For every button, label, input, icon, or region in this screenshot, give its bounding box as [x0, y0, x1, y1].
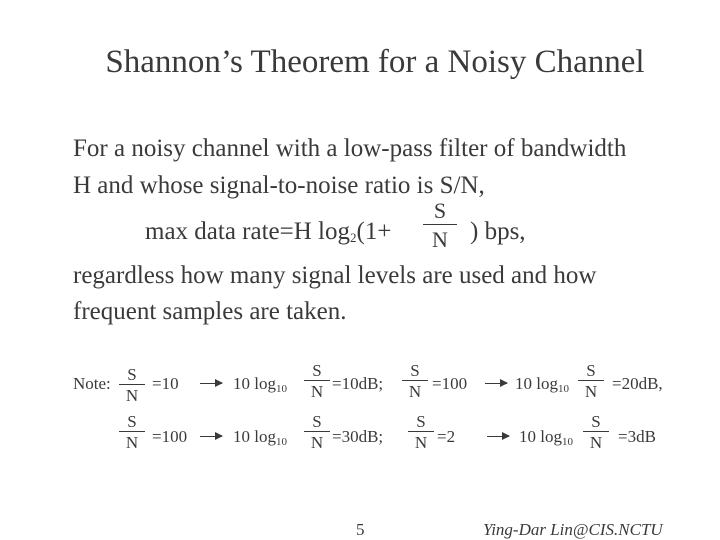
- note-r1-b-value: =10dB;: [332, 374, 384, 393]
- body-line-2: H and whose signal-to-noise ratio is S/N,: [73, 172, 485, 199]
- note-r1-a-fraction: S N: [121, 366, 143, 404]
- note-r1-c-value: =100: [432, 374, 468, 393]
- note-r2-a-value: =100: [152, 427, 188, 446]
- note-r1-d-value: =20dB,: [612, 374, 663, 393]
- arrow-icon: [200, 383, 222, 384]
- body-line-1: For a noisy channel with a low-pass filter of bandwidth: [73, 135, 627, 162]
- note-r2-c-value: =2: [437, 427, 456, 446]
- arrow-icon: [485, 383, 507, 384]
- footer-credit: Ying-Dar Lin@CIS.NCTU: [483, 520, 663, 539]
- note-r2-d-value: =3dB: [618, 427, 656, 446]
- note-r2-b-log: 10 $\log_{10}$: [233, 427, 287, 448]
- note-r2-d-log: 10 $\log_{10}$: [519, 427, 573, 448]
- body-line-4: regardless how many signal levels are used and how: [73, 262, 597, 289]
- note-r1-b-log: 10 $\log_{10}$: [233, 374, 287, 395]
- arrow-icon: [487, 436, 509, 437]
- note-r2-d-fraction: S N: [585, 413, 607, 451]
- formula-suffix: ) bps,: [470, 218, 526, 245]
- formula-fraction: S N: [427, 198, 453, 253]
- note-r2-b-fraction: S N: [306, 413, 328, 451]
- note-r2-c-fraction: S N: [410, 413, 432, 451]
- note-r1-c-fraction: S N: [404, 362, 426, 400]
- body-line-5: frequent samples are taken.: [73, 298, 347, 325]
- note-r1-d-log: 10 $\log_{10}$: [515, 374, 569, 395]
- note-r1-d-fraction: S N: [580, 362, 602, 400]
- page-number: 5: [356, 520, 365, 539]
- note-label: Note:: [73, 374, 111, 393]
- note-r1-a-value: =10: [152, 374, 179, 393]
- arrow-icon: [200, 436, 222, 437]
- slide-title: Shannon’s Theorem for a Noisy Channel: [105, 44, 645, 80]
- log-base: 2: [350, 230, 357, 245]
- note-r1-b-fraction: S N: [306, 362, 328, 400]
- note-r2-b-value: =30dB;: [332, 427, 384, 446]
- formula-prefix: max data rate=H $\log_2(1+$: [145, 218, 392, 245]
- note-r2-a-fraction: S N: [121, 413, 143, 451]
